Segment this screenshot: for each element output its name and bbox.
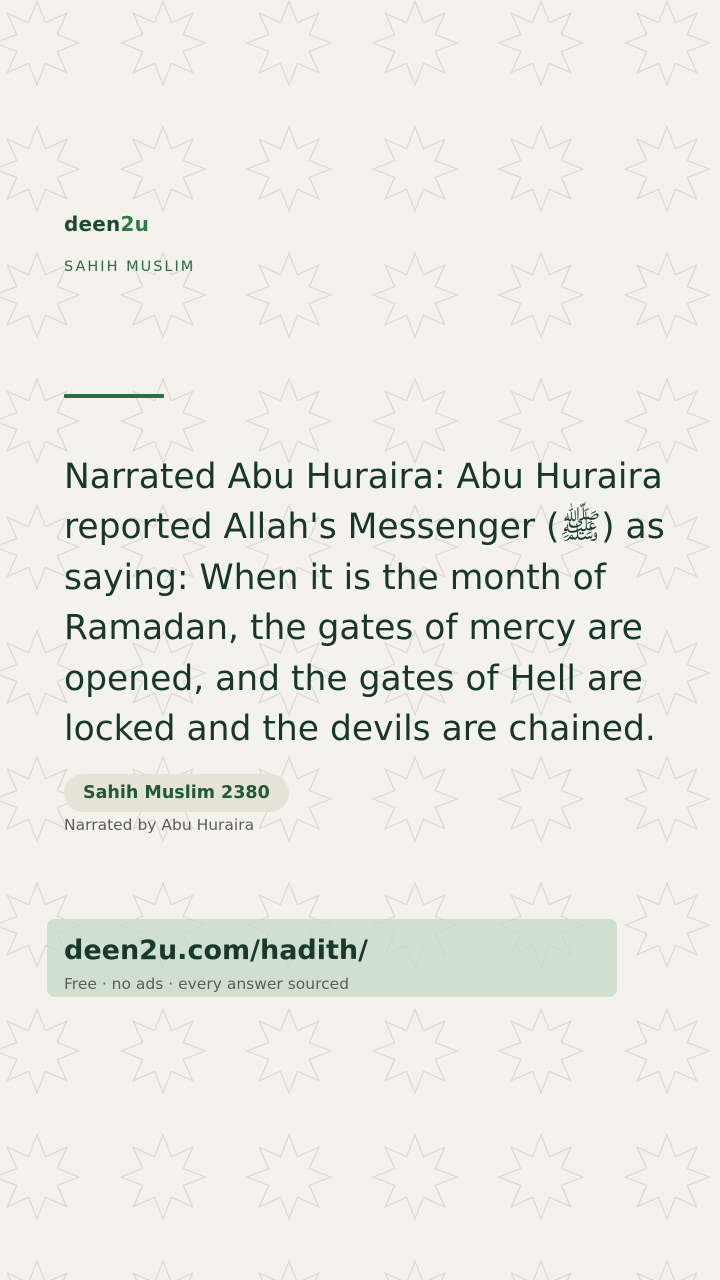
brand-name-suffix: 2u: [120, 212, 150, 236]
cta-url-link[interactable]: deen2u.com/hadith/: [64, 935, 369, 966]
collection-label: SAHIH MUSLIM: [64, 259, 196, 275]
narrator-line: Narrated by Abu Huraira: [64, 816, 255, 834]
brand-logo: [64, 212, 149, 236]
divider-rule: [64, 394, 164, 398]
brand-name-prefix: deen: [64, 212, 121, 236]
cta-tagline: Free · no ads · every answer sourced: [64, 975, 350, 993]
hadith-text: Narrated Abu Huraira: Abu Huraira reported Allah's Messenger (ﷺ) as saying: When it is the month of Ramadan, the gates of mercy are opened, and the gates of Hell are locked and the devils are chained.: [64, 457, 665, 750]
reference-badge: Sahih Muslim 2380: [64, 774, 289, 812]
cta-card[interactable]: [47, 919, 617, 997]
